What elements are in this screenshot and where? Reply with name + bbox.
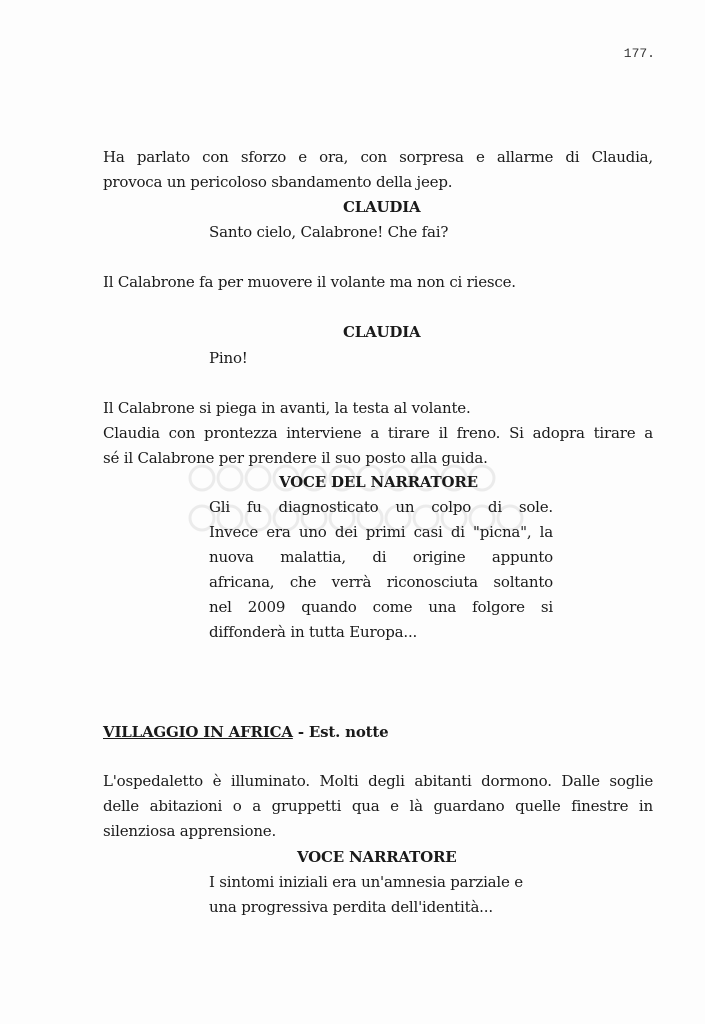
dialogue-line: africana, che verrà riconosciuta soltanto (209, 573, 553, 591)
action-line: Ha parlato con sforzo e ora, con sorpresa e allarme di Claudia, (103, 148, 653, 166)
action-line: provoca un pericoloso sbandamento della jeep. (103, 173, 453, 191)
action-paragraph (103, 769, 653, 844)
character-cue: VOCE NARRATORE (297, 848, 457, 866)
character-cue: CLAUDIA (343, 198, 421, 216)
dialogue-line: nuova malattia, di origine appunto (209, 548, 553, 566)
action-paragraph (103, 421, 653, 471)
character-cue: VOCE DEL NARRATORE (279, 473, 478, 491)
dialogue-line: I sintomi iniziali era un'amnesia parziale e (209, 873, 523, 891)
action-line: Claudia con prontezza interviene a tirare il freno. Si adopra tirare a (103, 424, 653, 442)
scene-location: VILLAGGIO IN AFRICA (103, 723, 293, 741)
dialogue-line: Pino! (209, 349, 248, 367)
dialogue-paragraph (209, 495, 553, 645)
scene-heading (103, 720, 388, 745)
action-line: sé il Calabrone per prendere il suo posto alla guida. (103, 449, 488, 467)
dialogue-line: nel 2009 quando come una folgore si (209, 598, 553, 616)
dialogue-line: diffonderà in tutta Europa... (209, 623, 418, 641)
dialogue-line: Santo cielo, Calabrone! Che fai? (209, 223, 449, 241)
character-cue: CLAUDIA (343, 323, 421, 341)
action-line: Il Calabrone fa per muovere il volante ma non ci riesce. (103, 273, 516, 291)
action-line: silenziosa apprensione. (103, 822, 277, 840)
action-paragraph (103, 145, 653, 195)
action-line: Il Calabrone si piega in avanti, la testa al volante. (103, 399, 471, 417)
scene-time: - Est. notte (292, 723, 389, 741)
dialogue-line: Gli fu diagnosticato un colpo di sole. (209, 498, 553, 516)
dialogue-line: una progressiva perdita dell'identità... (209, 898, 493, 916)
action-line: delle abitazioni o a gruppetti qua e là guardano quelle finestre in (103, 797, 653, 815)
dialogue-line: Invece era uno dei primi casi di "picna", la (209, 523, 553, 541)
page-number: 177. (623, 46, 655, 61)
action-line: L'ospedaletto è illuminato. Molti degli abitanti dormono. Dalle soglie (103, 772, 653, 790)
